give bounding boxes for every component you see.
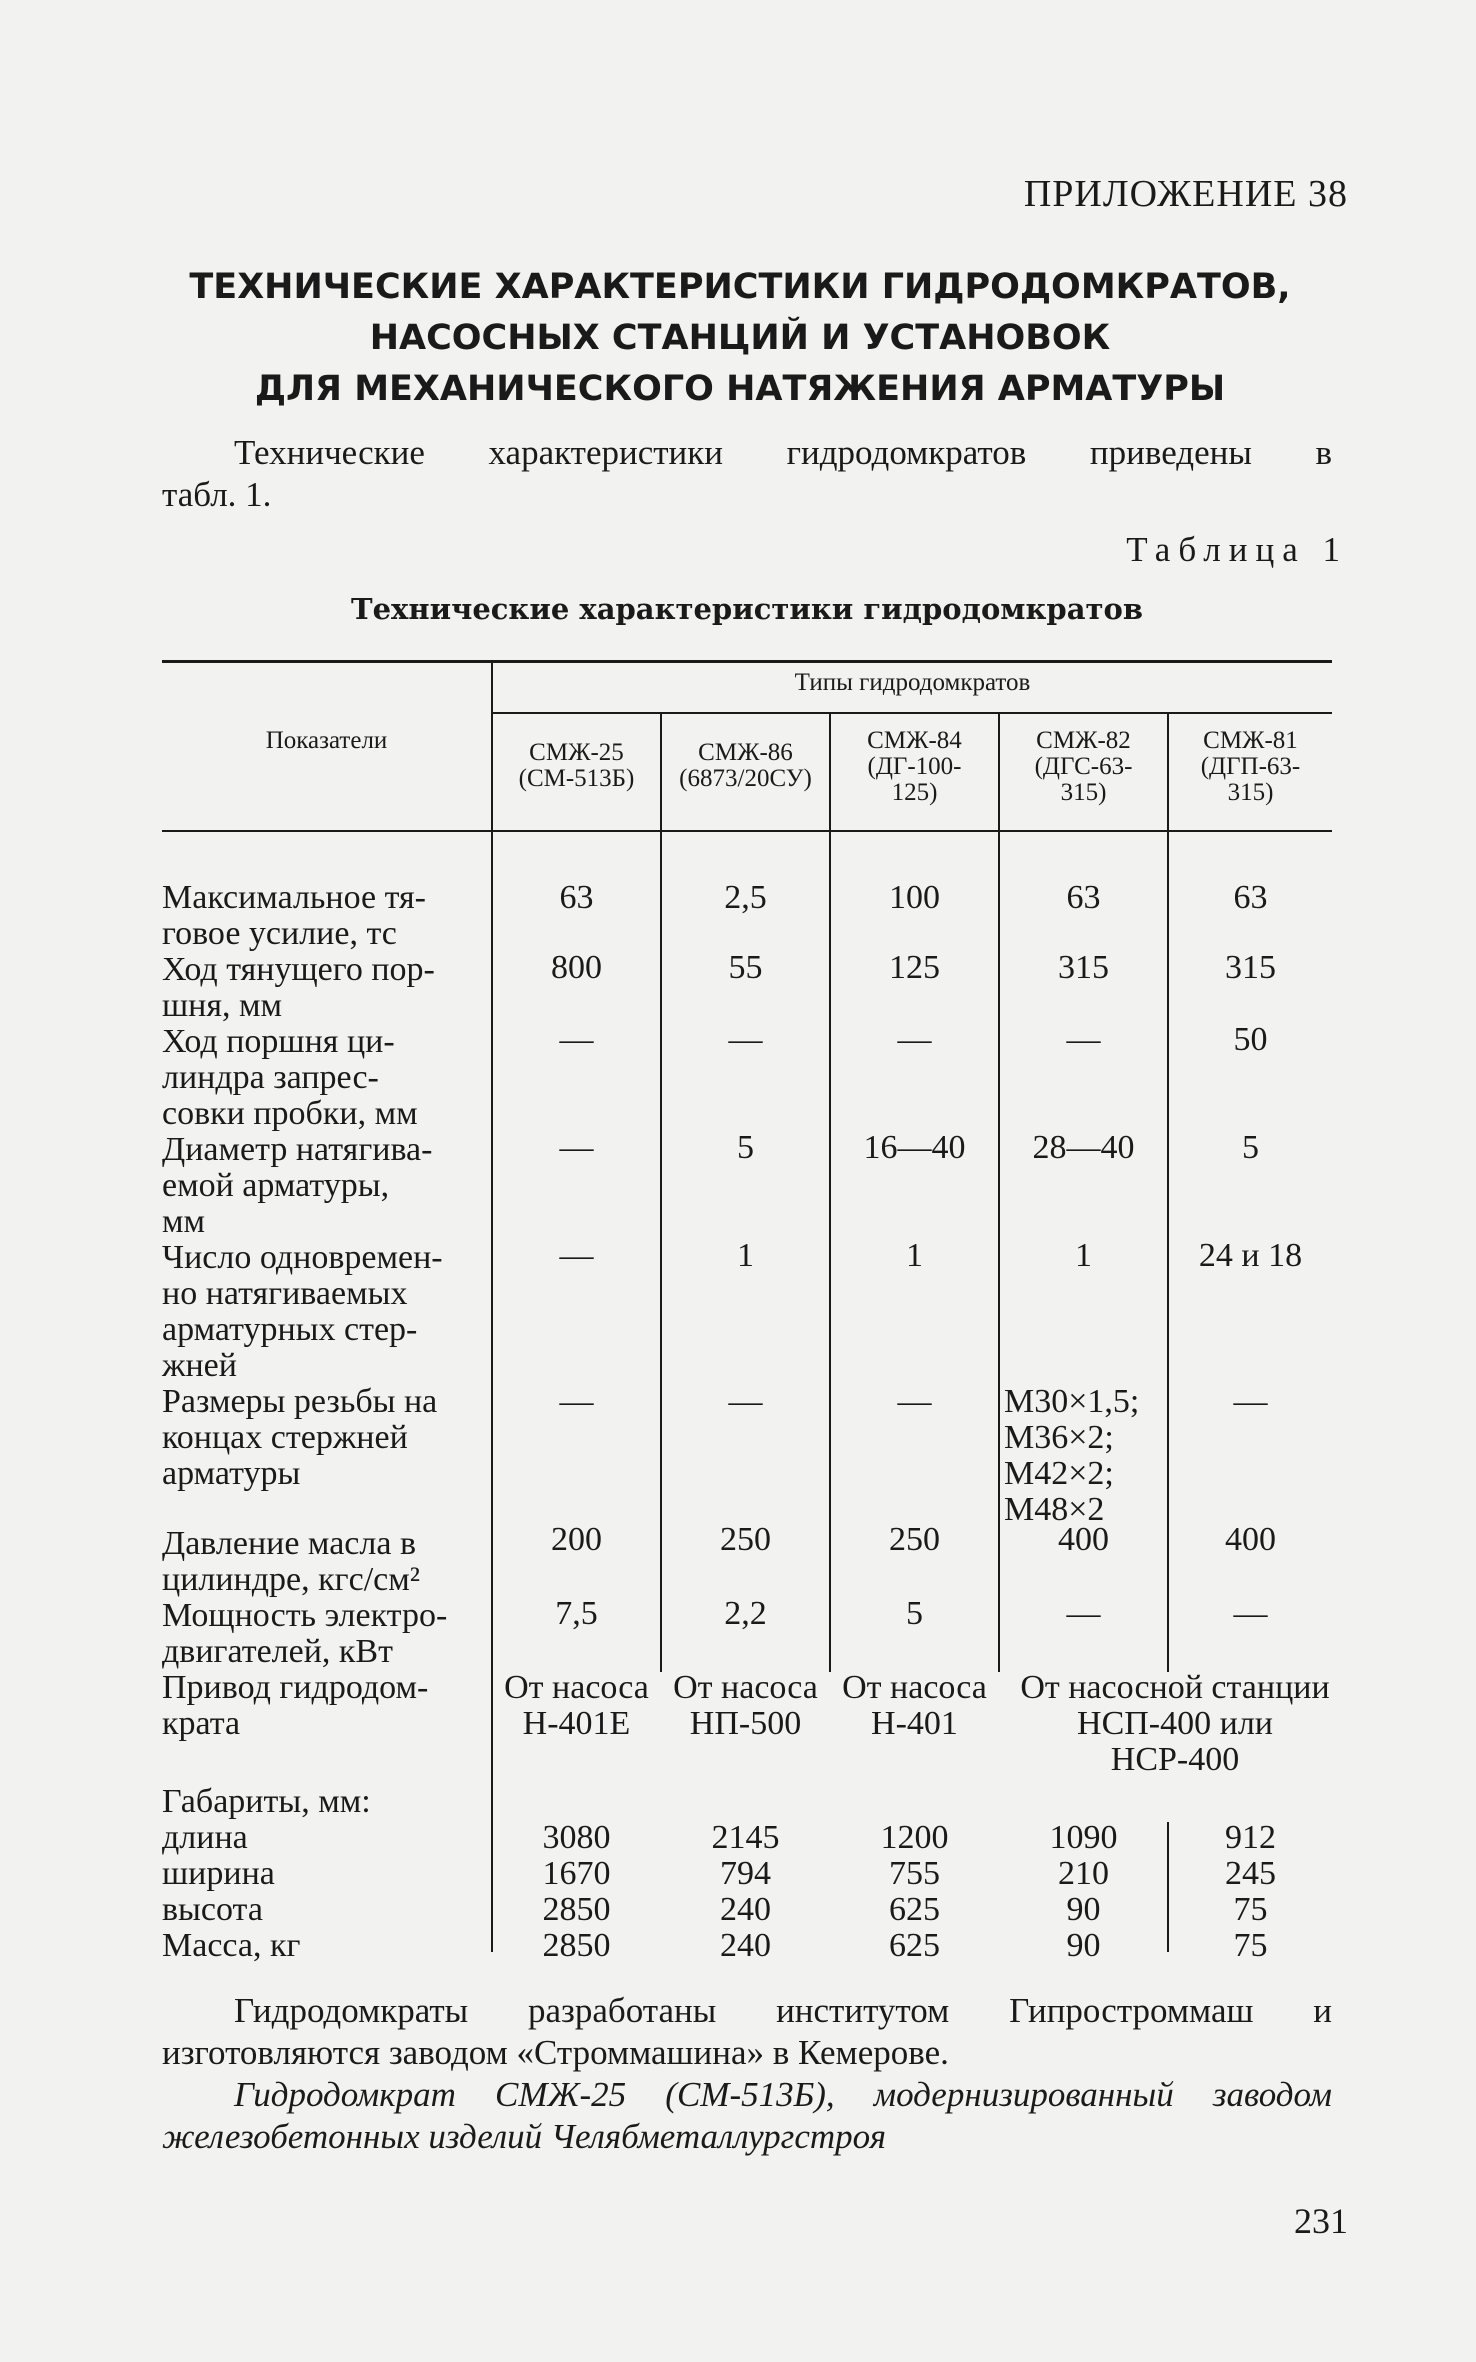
table-cell: — <box>559 1129 594 1166</box>
table-cell: 90 <box>1066 1891 1101 1928</box>
type-header: СМЖ-82 (ДГС-63- 315) <box>1034 727 1133 806</box>
footnotes <box>162 1990 1332 2158</box>
page-number: 231 <box>1294 2201 1348 2241</box>
table-cell: 1 <box>737 1237 754 1274</box>
table-cell: От насосной станции НСП-400 или НСР-400 <box>1020 1669 1330 1778</box>
table-cell: От насоса Н-401 <box>842 1669 987 1742</box>
table-cell: 75 <box>1233 1927 1268 1964</box>
table-cell: 5 <box>737 1129 754 1166</box>
table-cell: — <box>897 1383 932 1420</box>
row-label: Мощность электро- двигателей, кВт <box>162 1597 448 1670</box>
table-title: Технические характеристики гидродомкратов <box>351 592 1143 626</box>
table-cell: 1 <box>1075 1237 1092 1274</box>
table-cell: 1200 <box>880 1819 949 1856</box>
title-line: ДЛЯ МЕХАНИЧЕСКОГО НАТЯЖЕНИЯ АРМАТУРЫ <box>254 369 1226 409</box>
table-cell: — <box>728 1383 763 1420</box>
table-cell: 2,2 <box>724 1595 767 1632</box>
table-cell: 240 <box>720 1891 771 1928</box>
table-cell: 16—40 <box>863 1129 966 1166</box>
type-header: СМЖ-81 (ДГП-63- 315) <box>1200 727 1301 806</box>
row-label: Число одновремен- но натягиваемых арматурных стер- жней <box>162 1239 443 1384</box>
table-cell: 625 <box>889 1891 940 1928</box>
title-line: НАСОСНЫХ СТАНЦИЙ И УСТАНОВОК <box>369 318 1111 358</box>
table-cell: 63 <box>1066 879 1101 916</box>
table-cell: 2850 <box>542 1891 611 1928</box>
table-cell: 2850 <box>542 1927 611 1964</box>
note-paragraph: Гидродомкраты разработаны институтом Гипростроммаш и изготовляются заводом «Строммашина» в Кемерове. <box>162 1991 1332 2072</box>
table-cell: 625 <box>889 1927 940 1964</box>
table-top-rule <box>162 660 1332 663</box>
table-cell: 55 <box>728 949 763 986</box>
table-number: Таблица 1 <box>1126 530 1348 569</box>
table-cell: 245 <box>1225 1855 1276 1892</box>
table-cell: 1090 <box>1049 1819 1118 1856</box>
row-label: Масса, кг <box>162 1927 301 1964</box>
table-cell: От насоса Н-401Е <box>504 1669 649 1742</box>
table-cell: 240 <box>720 1927 771 1964</box>
table-cell: 90 <box>1066 1927 1101 1964</box>
row-label: Размеры резьбы на концах стержней арматуры <box>162 1383 438 1492</box>
row-label: Максимальное тя- говое усилие, тс <box>162 879 426 952</box>
intro-paragraph <box>162 432 1332 516</box>
row-label: Ход тянущего пор- шня, мм <box>162 951 435 1024</box>
row-label: Давление масла в цилиндре, кгс/см² <box>162 1525 420 1598</box>
type-header: СМЖ-25 (СМ-513Б) <box>518 739 635 792</box>
table-cell: 400 <box>1058 1521 1109 1558</box>
row-label: ширина <box>162 1855 275 1892</box>
table-cell: 28—40 <box>1032 1129 1135 1166</box>
table-cell: 1670 <box>542 1855 611 1892</box>
table-cell: — <box>1233 1383 1268 1420</box>
table-cell: 3080 <box>542 1819 611 1856</box>
note-paragraph-italic: Гидродомкрат СМЖ-25 (СМ-513Б), модернизированный заводом железобетонных изделий Челябметаллургстроя <box>162 2075 1332 2156</box>
type-header: СМЖ-86 (6873/20СУ) <box>679 739 812 792</box>
table-cell: 63 <box>1233 879 1268 916</box>
type-header: СМЖ-84 (ДГ-100- 125) <box>867 727 962 806</box>
table-cell: 755 <box>889 1855 940 1892</box>
table-cell: 1 <box>906 1237 923 1274</box>
table-cell: 250 <box>720 1521 771 1558</box>
table-cell: 63 <box>559 879 594 916</box>
table-cell: М30×1,5; М36×2; М42×2; М48×2 <box>1004 1383 1140 1528</box>
table-cell: 5 <box>906 1595 923 1632</box>
appendix-label: ПРИЛОЖЕНИЕ 38 <box>1023 173 1348 215</box>
table-cell: От насоса НП-500 <box>673 1669 818 1742</box>
table-cell: 912 <box>1225 1819 1276 1856</box>
table-cell: — <box>1066 1595 1101 1632</box>
row-label: Ход поршня ци- линдра запрес- совки пробки, мм <box>162 1023 418 1132</box>
table-cell: 5 <box>1242 1129 1259 1166</box>
dimensions-heading: Габариты, мм: <box>162 1783 371 1820</box>
row-label: Диаметр натягива- емой арматуры, мм <box>162 1131 433 1240</box>
table-cell: — <box>728 1021 763 1058</box>
row-label: длина <box>162 1819 248 1856</box>
indicators-header: Показатели <box>265 727 388 754</box>
table-cell: 125 <box>889 949 940 986</box>
table-cell: 210 <box>1058 1855 1109 1892</box>
table-cell: — <box>559 1383 594 1420</box>
intro-line: табл. 1. <box>162 475 272 514</box>
table-cell: 315 <box>1058 949 1109 986</box>
table-cell: — <box>1066 1021 1101 1058</box>
table-cell: 400 <box>1225 1521 1276 1558</box>
table-cell: 250 <box>889 1521 940 1558</box>
table-cell: 200 <box>551 1521 602 1558</box>
table-cell: 100 <box>889 879 940 916</box>
table-cell: — <box>1233 1595 1268 1632</box>
table-cell: 800 <box>551 949 602 986</box>
table-cell: — <box>897 1021 932 1058</box>
table-cell: 2,5 <box>724 879 767 916</box>
table-cell: — <box>559 1021 594 1058</box>
types-group-header: Типы гидродомкратов <box>794 669 1031 696</box>
header-group-rule <box>492 712 1332 714</box>
table-cell: 75 <box>1233 1891 1268 1928</box>
document-title <box>150 262 1330 415</box>
table-cell: 794 <box>720 1855 771 1892</box>
row-label: высота <box>162 1891 263 1928</box>
table-cell: 7,5 <box>555 1595 598 1632</box>
header-bottom-rule <box>162 830 1332 832</box>
intro-line: Технические характеристики гидродомкратов приведены в <box>234 433 1332 472</box>
table-cell: 315 <box>1225 949 1276 986</box>
table-cell: — <box>559 1237 594 1274</box>
row-label: Привод гидродом- крата <box>162 1669 429 1742</box>
table-cell: 2145 <box>711 1819 780 1856</box>
table-cell: 24 и 18 <box>1198 1237 1303 1274</box>
table-cell: 50 <box>1233 1021 1268 1058</box>
title-line: ТЕХНИЧЕСКИЕ ХАРАКТЕРИСТИКИ ГИДРОДОМКРАТОВ, <box>189 267 1291 307</box>
